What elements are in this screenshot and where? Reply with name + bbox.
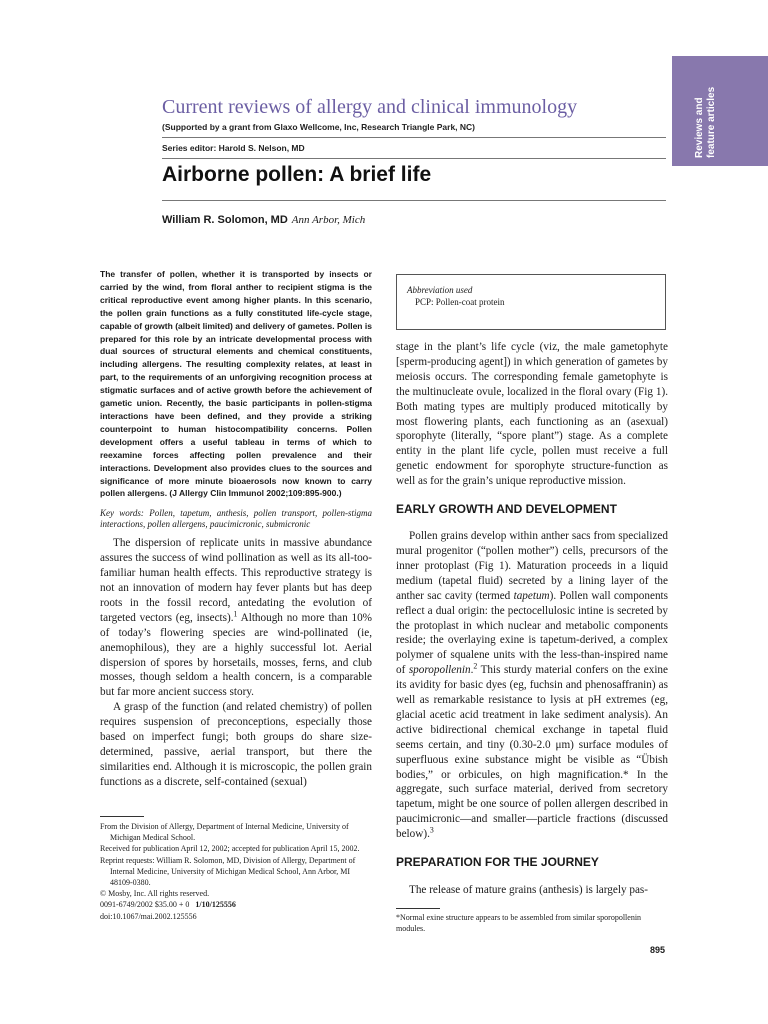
section-tab-label <box>694 64 768 158</box>
affiliation-rule <box>100 816 144 817</box>
section-tab <box>672 56 768 166</box>
abbreviations-box <box>396 274 666 330</box>
header-rule-top <box>162 137 666 138</box>
header-rule-middle <box>162 158 666 159</box>
body-paragraph-1b: Although no more than 10% of today’s flowering species are wind-pollinated (ie, anemophilous), they are a highly successful lot. Aerial dispersion of spores by horsetails, mosses, ferns, and club mosses, though seldom a health concern, is a comparable but far more ancient success story. <box>100 611 372 699</box>
right-column <box>396 340 668 898</box>
body-paragraph-1a: The dispersion of replicate units in massive abundance assures the success of wind pollination as well as its all-too-familiar human health effects. This reproductive strategy is not an innovation of modern hay fever plants but has deep roots in the fossil record, antedating the evolution of targeted vectors (eg, insects). <box>100 537 372 624</box>
footnote-rule <box>396 908 440 909</box>
body-paragraph-preparation: The release of mature grains (anthesis) is largely pas- <box>409 884 648 897</box>
affiliations <box>100 821 372 922</box>
keywords-label: Key words: <box>100 508 144 519</box>
reference-marker: 1 <box>233 609 238 619</box>
body-paragraph-2: A grasp of the function (and related chemistry) of pollen requires suspension of preconceptions, especially those based on imperfect fungi; both groups do share size-determined, passive, aerial transport, but there the similarities end. Although it is microscopic, the pollen grain functions as a discrete, self-contained (sexual) <box>100 701 372 788</box>
grant-support-note: (Supported by a grant from Glaxo Wellcome, Inc, Research Triangle Park, NC) <box>162 122 476 132</box>
article-title: Airborne pollen: A brief life <box>162 163 432 186</box>
body-paragraph-continued: stage in the plant’s life cycle (viz, the male gametophyte [sperm-producing agent]) in which generation of gametes by meiosis occurs. The corresponding female gametophyte is the multinucleate ovule, localized in the floral ovary (Fig 1). Both mating types are multiply produced mitotically by most flowering plants, each functioning as an (asexual) sporophyte (literally, “spore plant”) stage. As a complete entity in the plant life cycle, pollen must receive a full genetic endowment for sporophyte structure-function as well as for the grain’s unique reproductive mission. <box>396 341 668 488</box>
text-run: ). Pollen wall components reflect a dual origin: the pectocellulosic intine is secreted by the protoplast in which nuclear and metabolic components reside; the overlaying exine is tapetum-derived, a complex polymer of squalene units with the less-than-inspired name of <box>396 589 668 677</box>
keywords-text: Pollen, tapetum, anthesis, pollen transport, pollen-stigma interactions, pollen allergens, paucimicronic, submicronic <box>100 508 372 530</box>
page-number: 895 <box>650 945 666 955</box>
publication-code <box>100 899 372 910</box>
section-heading-early-growth: EARLY GROWTH AND DEVELOPMENT <box>396 502 617 517</box>
section-tab-line-2: feature articles <box>706 86 717 158</box>
term-sporopollenin: sporopollenin <box>408 664 471 677</box>
doi: doi:10.1067/mai.2002.125556 <box>100 911 197 921</box>
received-line: Received for publication April 12, 2002; accepted for publication April 15, 2002. <box>100 844 360 854</box>
byline <box>162 210 365 228</box>
copyright-line: © Mosby, Inc. All rights reserved. <box>100 889 210 899</box>
author-location: Ann Arbor, Mich <box>291 214 366 226</box>
series-editor: Series editor: Harold S. Nelson, MD <box>162 143 305 153</box>
abstract: The transfer of pollen, whether it is transported by insects or carried by the wind, from floral anther to recipient stigma is the critical reproductive event among higher plants. In this scenario, the pollen grain functions as a fully constituted life-cycle stage, capable of growth (albeit limited) and delivery of gametes. Pollen is prepared for this role by an intricate developmental process with dual sources of structural elements and chemical constituents, including allergens. The resulting complexity relates, at least in part, to the requirements of an unforgiving recognition process at stigmatic surfaces and of active growth before the achievement of gametic union. Recently, the basic participants in pollen-stigma interactions have been defined, and they provide a striking counterpoint to human histocompatibility concerns. Pollen development offers a useful tableau in terms of which to reexamine forces affecting pollen prevalence and their interactions. Development also provides clues to the sources and significance of more minute bioaerosols now known to carry pollen allergens. (J Allergy Clin Immunol 2002;109:895-900.) <box>100 269 372 499</box>
abbreviation-item: PCP: Pollen-coat protein <box>415 297 505 307</box>
body-paragraph-1 <box>100 536 372 700</box>
keywords <box>100 508 372 530</box>
header-rule-bottom <box>162 200 666 201</box>
abbreviations-heading: Abbreviation used <box>407 285 473 295</box>
affiliation-line: From the Division of Allergy, Department of Internal Medicine, University of Michigan Medical School. <box>100 822 349 843</box>
publication-code-id: 1/10/125556 <box>195 900 236 910</box>
term-tapetum: tapetum <box>513 589 550 602</box>
footnote: *Normal exine structure appears to be assembled from similar sporopollenin modules. <box>396 913 642 934</box>
publication-code-prefix: 0091-6749/2002 $35.00 + 0 <box>100 900 196 910</box>
section-tab-line-1: Reviews and <box>694 97 705 158</box>
reprint-requests: Reprint requests: William R. Solomon, MD, Division of Allergy, Department of Internal Medicine, University of Michigan Medical School, Ann Arbor, MI 48109-0380. <box>100 855 356 888</box>
reference-marker: 3 <box>429 825 434 835</box>
left-column <box>100 268 372 790</box>
series-title: Current reviews of allergy and clinical immunology <box>162 96 578 118</box>
reference-marker: 2 <box>473 661 478 671</box>
author-name: William R. Solomon, MD <box>162 214 288 226</box>
text-run: This sturdy material confers on the exine its avidity for basic dyes (eg, fuchsin and phenosaffranin) as well as remarkable resistance to lysis at pH extremes (eg, glacial acetic acid treatment in lake sediment analysis). An active bidirectional chemical exchange in tapetal fluid seems certain, and tiny (0.30-2.0 μm) surface modules of superfluous exine substance might be visible as “Übish bodies,” or orbicules, on high magnification.* In the aggregate, such surface material, derived from secretory tapetum, might be one source of pollen allergen described in paucimicronic—and smaller—particle fractions (discussed below). <box>396 664 668 841</box>
body-paragraph-early-growth: Pollen grains develop within anther sacs from specialized mural progenitor (“pollen mother”) cells, precursors of the inner protoplast (Fig 1). Maturation proceeds in a liquid medium (tapetal fluid) secreted by a lining layer of the anther sac cavity (termed tapetum). Pollen wall components reflect a dual origin: the pectocellulosic intine is secreted by the protoplast in which nuclear and metabolic components reside; the overlaying exine is tapetum-derived, a complex polymer of squalene units with the less-than-inspired name of sporopollenin.$^2$ This sturdy material confers on the exine its avidity for basic dyes (eg, fuchsin and phenosaffranin) as well as remarkable resistance to lysis at pH extremes (eg, glacial acetic acid treatment in lake sediment analysis). An active bidirectional chemical exchange in tapetal fluid seems certain, and tiny (0.30-2.0 μm) surface modules of superfluous exine substance might be visible as “Übish bodies,” or orbicules, on high magnification.* In the aggregate, such surface material, derived from secretory tapetum, might be one source of pollen allergen described in paucimicronic—and smaller—particle fractions (discussed below).$^3$ <box>396 530 668 841</box>
text-run: Pollen grains develop within anther sacs from specialized mural progenitor (“pollen mother”) cells, precursors of the inner protoplast (Fig 1). Maturation proceeds in a liquid medium (tapetal fluid) secreted by a lining layer of the anther sac cavity (termed <box>396 530 668 602</box>
section-heading-preparation: PREPARATION FOR THE JOURNEY <box>396 855 599 870</box>
